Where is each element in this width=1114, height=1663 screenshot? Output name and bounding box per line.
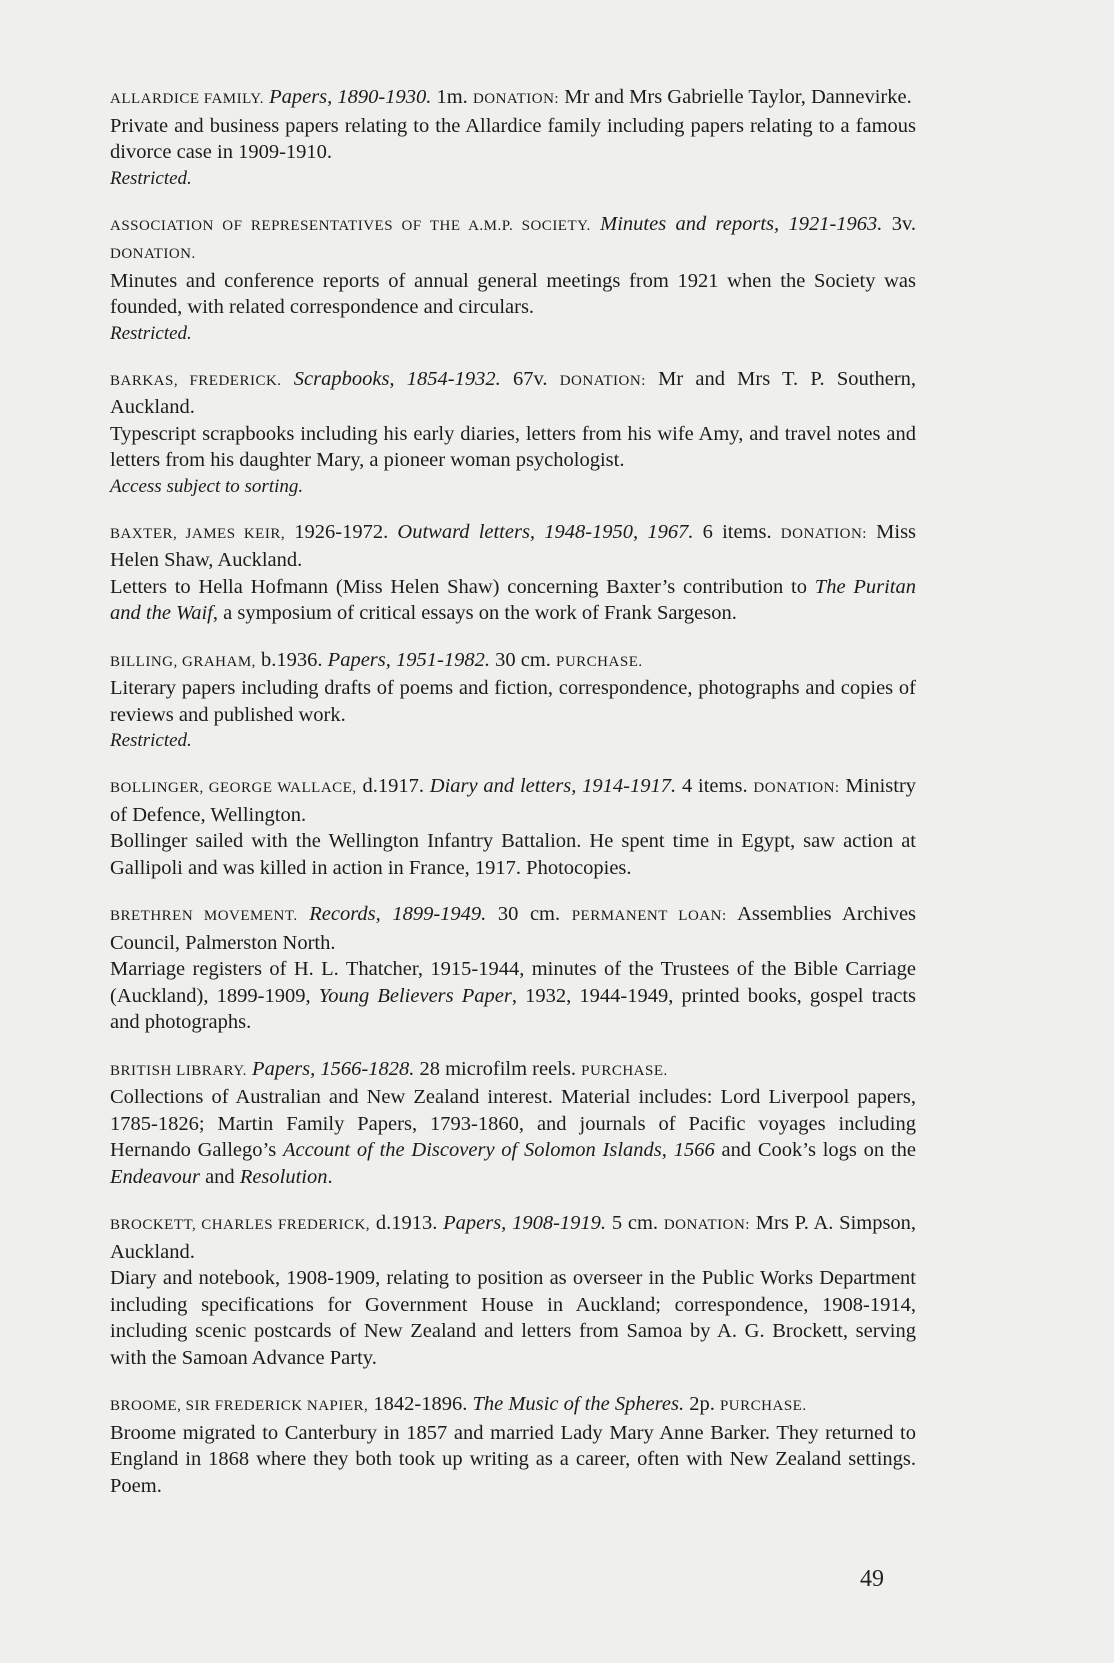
- entry-description: [110, 956, 916, 1036]
- entry-name: BAXTER, JAMES KEIR,: [110, 525, 286, 542]
- entry-name: BRETHREN MOVEMENT.: [110, 908, 298, 924]
- catalogue-page: [110, 84, 916, 1519]
- entry-extent: 2p.: [689, 1393, 715, 1415]
- entry-extent: 5 cm.: [611, 1212, 659, 1234]
- entry-dates: d.1917.: [362, 775, 424, 797]
- description-work-title: The Puritan and the Waif: [110, 575, 916, 624]
- entry-name: ASSOCIATION OF REPRESENTATIVES OF THE A.M.P. SOCIETY.: [110, 217, 591, 234]
- entry-source-label: DONATION:: [780, 525, 867, 542]
- entry-name: BROOME, SIR FREDERICK NAPIER,: [110, 1398, 369, 1414]
- description-text: Letters to Hella Hofmann (Miss Helen Shaw) concerning Baxter’s contribution to: [110, 575, 815, 598]
- entry-title: The Music of the Spheres.: [472, 1393, 685, 1415]
- entry-title: Papers, 1908-1919.: [443, 1212, 607, 1234]
- entry-heading: [110, 366, 916, 421]
- catalogue-entry: [110, 1391, 916, 1499]
- description-text: , a symposium of critical essays on the work of Frank Sargeson.: [212, 602, 737, 624]
- entry-access: Restricted.: [110, 322, 192, 344]
- description-text: Collections of Australian and New Zealand interest. Material includes: Lord Liverpool papers, 1785-1826; Martin Family Papers, 1793-1860, and journals of Pacific voyages including Hernando Gallego’s: [110, 1086, 916, 1161]
- entry-extent: 67v.: [512, 367, 548, 390]
- entry-source-label: DONATION:: [559, 372, 646, 389]
- entry-extent: 3v.: [891, 212, 917, 235]
- entry-description: Diary and notebook, 1908-1909, relating to position as overseer in the Public Works Department including specifications for Government House in Auckland; correspondence, 1908-1914, including scenic postcards of New Zealand and letters from Samoa by A. G. Brockett, serving with the Samoan Advance Party.: [110, 1267, 916, 1369]
- catalogue-entry: [110, 211, 916, 346]
- entry-heading: [110, 1056, 916, 1085]
- entry-description: Minutes and conference reports of annual general meetings from 1921 when the Society was founded, with related correspondence and circulars.: [110, 269, 916, 318]
- entry-heading: [110, 519, 916, 574]
- catalogue-entry: [110, 773, 916, 881]
- entry-extent: 6 items.: [702, 520, 772, 543]
- entry-heading: [110, 1391, 916, 1420]
- entry-dates: d.1913.: [375, 1212, 438, 1234]
- entry-source-label: PURCHASE.: [556, 653, 643, 670]
- entry-name: BARKAS, FREDERICK.: [110, 372, 282, 389]
- entry-heading: [110, 211, 916, 268]
- entry-access: Restricted.: [110, 167, 192, 189]
- entry-extent: 30 cm.: [495, 648, 551, 671]
- entry-description: Typescript scrapbooks including his early diaries, letters from his wife Amy, and travel notes and letters from his daughter Mary, a pioneer woman psychologist.: [110, 422, 916, 471]
- description-text: and Cook’s logs on the: [714, 1139, 916, 1161]
- entry-description: [110, 574, 916, 627]
- entry-name: BILLING, GRAHAM,: [110, 653, 256, 670]
- entry-source: Assemblies Archives Council, Palmerston North.: [110, 903, 917, 954]
- entry-description: Broome migrated to Canterbury in 1857 and married Lady Mary Anne Barker. They returned to England in 1868 where they both took up writing as a career, often with New Zealand settings. Poem.: [110, 1421, 916, 1497]
- description-ship-name: Endeavour: [110, 1165, 200, 1188]
- description-ship-name: Resolution: [239, 1165, 328, 1188]
- entry-title: Outward letters, 1948-1950, 1967.: [397, 520, 694, 543]
- entry-name: BROCKETT, CHARLES FREDERICK,: [110, 1217, 371, 1233]
- entry-extent: 28 microfilm reels.: [419, 1057, 577, 1080]
- description-text: .: [327, 1165, 333, 1188]
- entry-source-label: PURCHASE.: [719, 1398, 807, 1414]
- entry-heading: [110, 1210, 916, 1265]
- description-text: , 1932, 1944-1949, printed books, gospel tracts and photographs.: [110, 984, 916, 1033]
- entry-name: BOLLINGER, GEORGE WALLACE,: [110, 780, 357, 796]
- entry-extent: 30 cm.: [497, 903, 561, 925]
- catalogue-entry: [110, 519, 916, 627]
- entry-source-label: PERMANENT LOAN:: [571, 908, 727, 924]
- description-text: and: [199, 1165, 240, 1188]
- entry-source: Mrs P. A. Simpson, Auckland.: [110, 1212, 917, 1263]
- entry-extent: 4 items.: [681, 775, 748, 797]
- description-work-title: Young Believers Paper: [318, 984, 512, 1007]
- entry-name: BRITISH LIBRARY.: [110, 1062, 247, 1079]
- entry-title: Papers, 1890-1930.: [269, 86, 432, 108]
- entry-title: Scrapbooks, 1854-1932.: [293, 367, 501, 390]
- page-number: 49: [860, 1566, 884, 1592]
- description-work-title: Account of the Discovery of Solomon Islands, 1566: [282, 1139, 715, 1161]
- entry-source: Ministry of Defence, Wellington.: [110, 775, 917, 826]
- entry-source: Miss Helen Shaw, Auckland.: [110, 520, 917, 571]
- entry-heading: [110, 901, 916, 956]
- entry-extent: 1m.: [436, 86, 468, 108]
- entry-source-label: DONATION.: [110, 246, 196, 262]
- catalogue-entry: [110, 901, 916, 1036]
- entry-description: Private and business papers relating to the Allardice family including papers relating to a famous divorce case in 1909-1910.: [110, 114, 916, 163]
- catalogue-entry: [110, 84, 916, 191]
- entry-title: Minutes and reports, 1921-1963.: [600, 212, 883, 235]
- entry-dates: b.1936.: [261, 648, 323, 671]
- entry-source-label: DONATION:: [663, 1217, 750, 1233]
- entry-access: Restricted.: [110, 730, 192, 751]
- catalogue-entry: [110, 1210, 916, 1371]
- entry-title: Papers, 1951-1982.: [327, 648, 490, 671]
- entry-source-label: PURCHASE.: [581, 1062, 668, 1079]
- entry-source-label: DONATION:: [753, 780, 840, 796]
- entry-title: Papers, 1566-1828.: [252, 1057, 415, 1080]
- entry-access: Access subject to sorting.: [110, 475, 304, 497]
- catalogue-entry: [110, 1056, 916, 1191]
- entry-dates: 1926-1972.: [294, 520, 389, 543]
- entry-description: Literary papers including drafts of poems and fiction, correspondence, photographs and copies of reviews and published work.: [110, 677, 916, 726]
- entry-source: Mr and Mrs Gabrielle Taylor, Dannevirke.: [564, 86, 912, 108]
- entry-title: Records, 1899-1949.: [309, 903, 487, 925]
- entry-name: ALLARDICE FAMILY.: [110, 91, 264, 107]
- entry-heading: [110, 84, 916, 113]
- entry-heading: [110, 773, 916, 828]
- entry-source-label: DONATION:: [472, 91, 560, 107]
- entry-description: Bollinger sailed with the Wellington Infantry Battalion. He spent time in Egypt, saw action at Gallipoli and was killed in action in France, 1917. Photocopies.: [110, 830, 916, 879]
- description-text: Marriage registers of H. L. Thatcher, 1915-1944, minutes of the Trustees of the Bible Carriage (Auckland), 1899-1909,: [110, 958, 916, 1007]
- entry-dates: 1842-1896.: [373, 1393, 468, 1415]
- entry-description: [110, 1084, 916, 1190]
- catalogue-entry: [110, 647, 916, 754]
- catalogue-entry: [110, 366, 916, 499]
- entry-heading: [110, 647, 916, 676]
- entry-title: Diary and letters, 1914-1917.: [429, 775, 677, 797]
- entry-source: Mr and Mrs T. P. Southern, Auckland.: [110, 367, 917, 418]
